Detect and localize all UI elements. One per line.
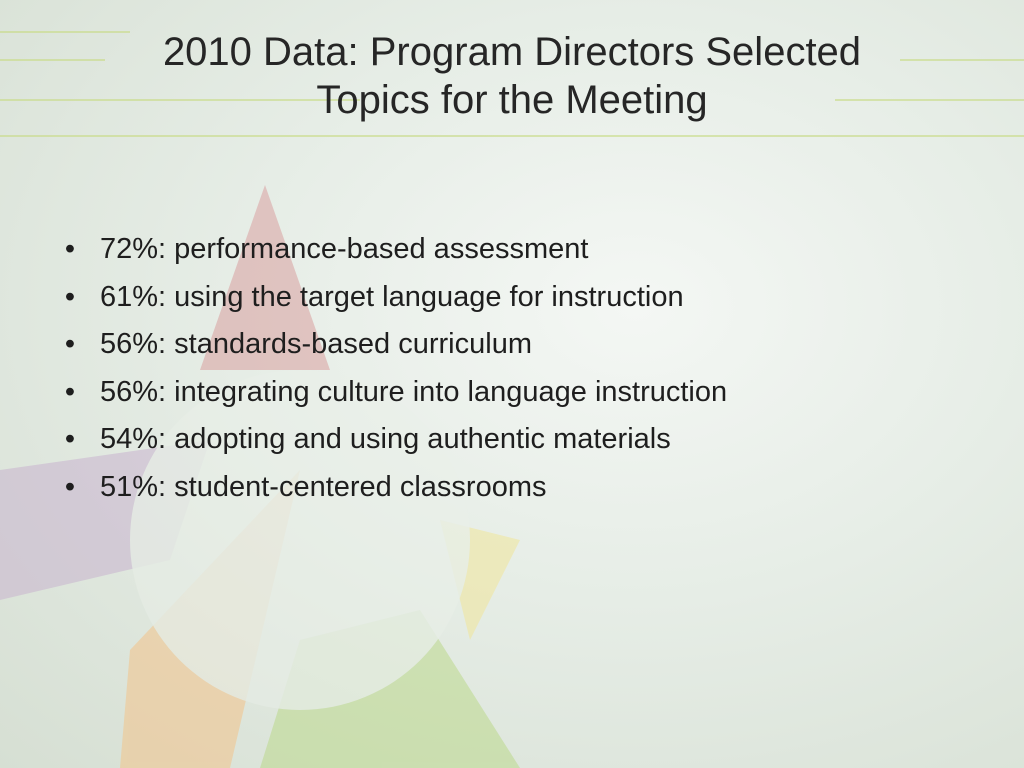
bullet-text: 72%: performance-based assessment (100, 233, 589, 265)
bullet-icon: • (64, 328, 76, 360)
bullet-list (60, 226, 727, 511)
bullet-item (60, 416, 727, 464)
bullet-item (60, 321, 727, 369)
bullet-text: 61%: using the target language for instruction (100, 280, 684, 313)
bullet-item (60, 226, 727, 274)
bullet-text: 51%: student-centered classrooms (100, 470, 547, 503)
bullet-icon: • (64, 470, 76, 503)
slide-title (60, 28, 964, 124)
bullet-text: 56%: integrating culture into language instruction (100, 375, 728, 408)
bullet-text: 54%: adopting and using authentic materials (100, 423, 671, 455)
bullet-item (60, 464, 727, 512)
bullet-icon: • (64, 375, 76, 408)
title-line: 2010 Data: Program Directors Selected (162, 30, 862, 74)
bullet-icon: • (64, 280, 76, 313)
bullet-icon: • (64, 233, 76, 265)
bullet-item (60, 274, 727, 322)
bullet-item (60, 369, 727, 417)
bullet-text: 56%: standards-based curriculum (100, 328, 532, 360)
bullet-icon: • (64, 423, 76, 455)
title-line: Topics for the Meeting (316, 78, 708, 122)
